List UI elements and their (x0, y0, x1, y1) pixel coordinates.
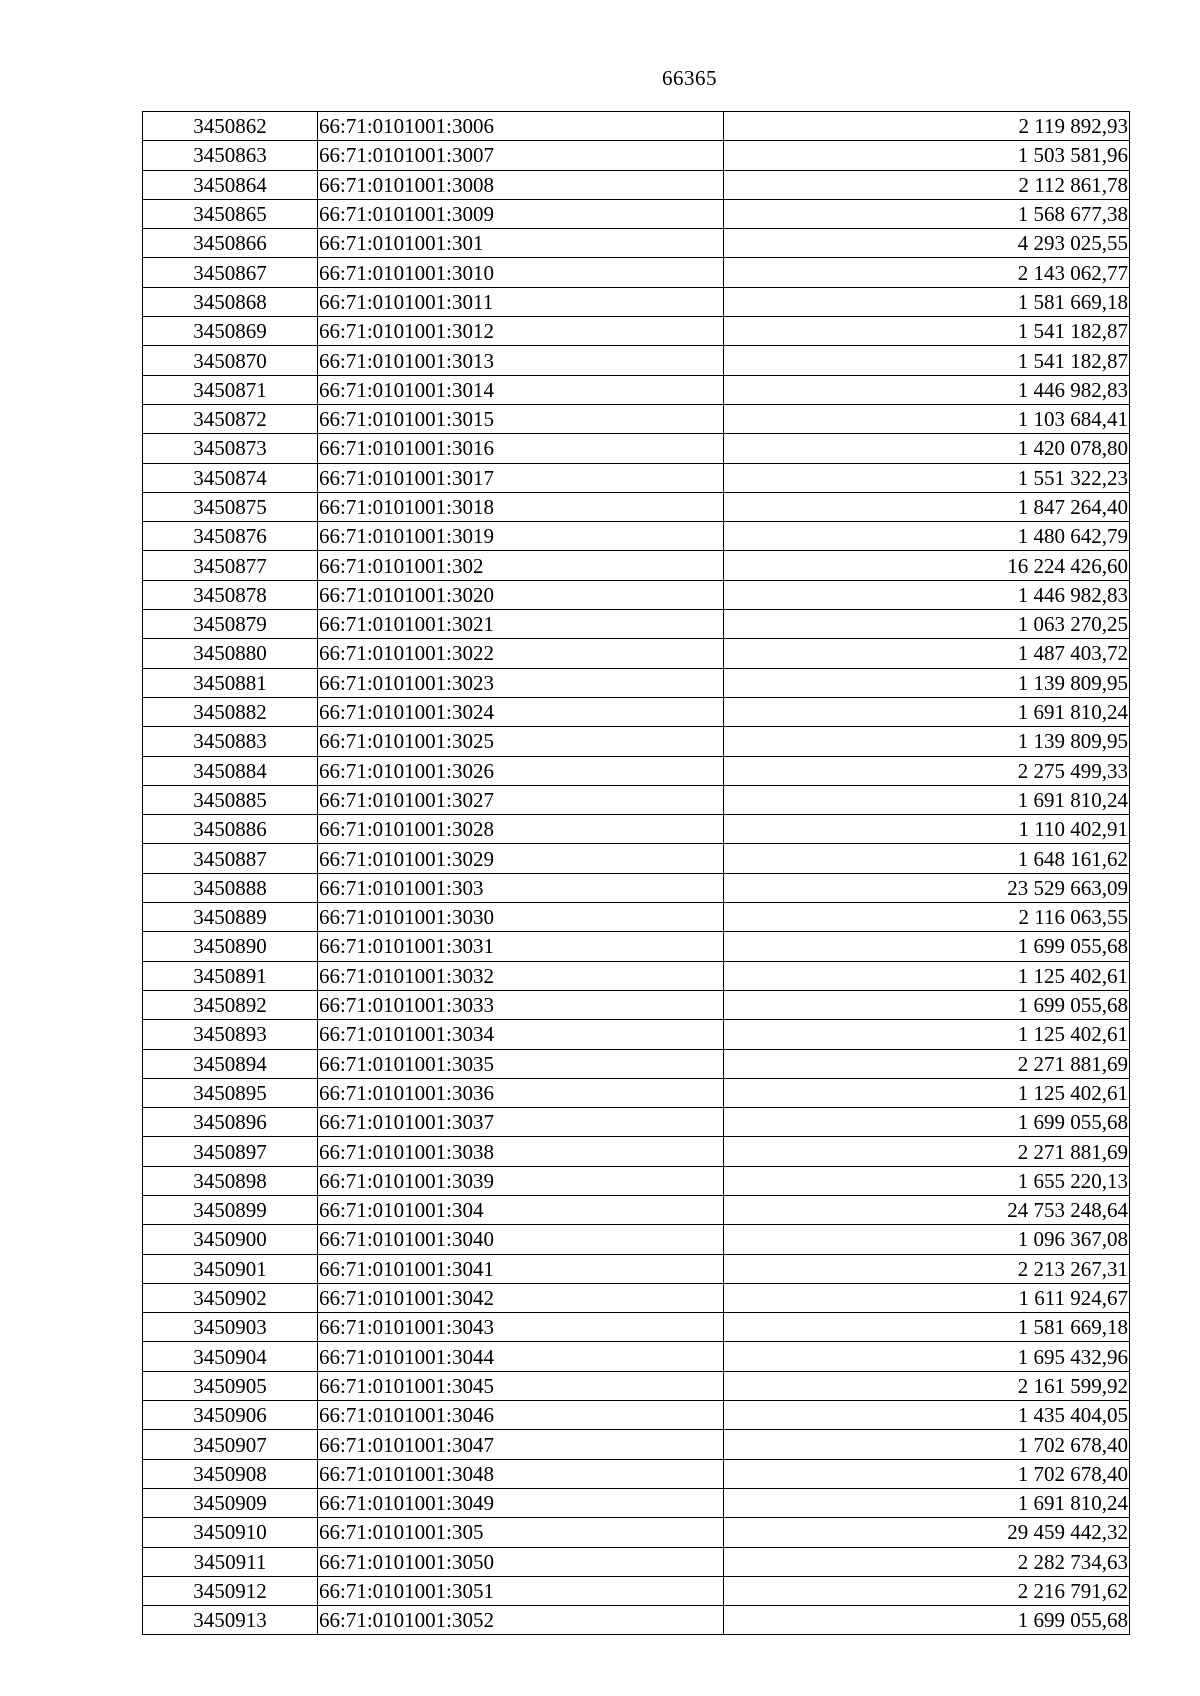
cadastral-value-cell: 1 125 402,61 (724, 1020, 1130, 1049)
cadastral-number-cell: 66:71:0101001:303 (318, 873, 724, 902)
cadastral-value-cell: 1 655 220,13 (724, 1166, 1130, 1195)
cadastral-value-cell: 1 541 182,87 (724, 317, 1130, 346)
cadastral-value-cell: 2 282 734,63 (724, 1547, 1130, 1576)
table-row (143, 610, 1130, 639)
row-number-cell: 3450873 (143, 434, 318, 463)
row-number-cell: 3450889 (143, 903, 318, 932)
cadastral-value-cell: 2 116 063,55 (724, 903, 1130, 932)
table-row (143, 258, 1130, 287)
cadastral-value-cell: 1 699 055,68 (724, 1606, 1130, 1635)
cadastral-value-cell: 1 103 684,41 (724, 404, 1130, 433)
cadastral-number-cell: 66:71:0101001:3015 (318, 404, 724, 433)
table-row (143, 1488, 1130, 1517)
cadastral-number-cell: 66:71:0101001:3029 (318, 844, 724, 873)
cadastral-number-cell: 66:71:0101001:3022 (318, 639, 724, 668)
cadastral-value-cell: 1 581 669,18 (724, 1313, 1130, 1342)
cadastral-number-cell: 66:71:0101001:3012 (318, 317, 724, 346)
row-number-cell: 3450863 (143, 141, 318, 170)
cadastral-value-cell: 2 275 499,33 (724, 756, 1130, 785)
row-number-cell: 3450907 (143, 1430, 318, 1459)
cadastral-number-cell: 66:71:0101001:3045 (318, 1371, 724, 1400)
cadastral-number-cell: 66:71:0101001:3008 (318, 170, 724, 199)
table-row (143, 375, 1130, 404)
table-row (143, 932, 1130, 961)
row-number-cell: 3450886 (143, 815, 318, 844)
row-number-cell: 3450864 (143, 170, 318, 199)
table-row (143, 551, 1130, 580)
cadastral-number-cell: 66:71:0101001:3031 (318, 932, 724, 961)
table-row (143, 522, 1130, 551)
row-number-cell: 3450865 (143, 199, 318, 228)
row-number-cell: 3450895 (143, 1078, 318, 1107)
table-row (143, 1049, 1130, 1078)
table-row (143, 815, 1130, 844)
table-row (143, 668, 1130, 697)
row-number-cell: 3450901 (143, 1254, 318, 1283)
row-number-cell: 3450908 (143, 1459, 318, 1488)
table-row (143, 434, 1130, 463)
cadastral-number-cell: 66:71:0101001:3033 (318, 990, 724, 1019)
cadastral-number-cell: 66:71:0101001:3030 (318, 903, 724, 932)
table-row (143, 1371, 1130, 1400)
table-row (143, 287, 1130, 316)
cadastral-number-cell: 66:71:0101001:3040 (318, 1225, 724, 1254)
table-row (143, 1020, 1130, 1049)
cadastral-value-cell: 1 611 924,67 (724, 1283, 1130, 1312)
cadastral-value-cell: 1 699 055,68 (724, 1108, 1130, 1137)
cadastral-value-cell: 1 110 402,91 (724, 815, 1130, 844)
cadastral-number-cell: 66:71:0101001:3011 (318, 287, 724, 316)
row-number-cell: 3450902 (143, 1283, 318, 1312)
table-row (143, 1195, 1130, 1224)
table-row (143, 199, 1130, 228)
row-number-cell: 3450897 (143, 1137, 318, 1166)
row-number-cell: 3450899 (143, 1195, 318, 1224)
table-row (143, 697, 1130, 726)
cadastral-value-table (142, 111, 1130, 1635)
cadastral-value-cell: 1 063 270,25 (724, 610, 1130, 639)
table-row (143, 1342, 1130, 1371)
row-number-cell: 3450869 (143, 317, 318, 346)
table-row (143, 844, 1130, 873)
cadastral-number-cell: 66:71:0101001:3018 (318, 492, 724, 521)
row-number-cell: 3450883 (143, 727, 318, 756)
row-number-cell: 3450867 (143, 258, 318, 287)
cadastral-number-cell: 66:71:0101001:3007 (318, 141, 724, 170)
cadastral-value-cell: 1 435 404,05 (724, 1401, 1130, 1430)
cadastral-value-cell: 1 568 677,38 (724, 199, 1130, 228)
cadastral-number-cell: 66:71:0101001:3036 (318, 1078, 724, 1107)
table-row (143, 346, 1130, 375)
table-row (143, 727, 1130, 756)
cadastral-number-cell: 66:71:0101001:3017 (318, 463, 724, 492)
table-row (143, 639, 1130, 668)
row-number-cell: 3450872 (143, 404, 318, 433)
table-row (143, 170, 1130, 199)
cadastral-number-cell: 66:71:0101001:3050 (318, 1547, 724, 1576)
cadastral-value-cell: 24 753 248,64 (724, 1195, 1130, 1224)
table-row (143, 1576, 1130, 1605)
cadastral-value-cell: 2 112 861,78 (724, 170, 1130, 199)
table-row (143, 785, 1130, 814)
table-row (143, 1606, 1130, 1635)
cadastral-value-cell: 2 216 791,62 (724, 1576, 1130, 1605)
cadastral-number-cell: 66:71:0101001:3034 (318, 1020, 724, 1049)
row-number-cell: 3450888 (143, 873, 318, 902)
cadastral-number-cell: 66:71:0101001:3024 (318, 697, 724, 726)
cadastral-number-cell: 66:71:0101001:3014 (318, 375, 724, 404)
cadastral-value-cell: 2 271 881,69 (724, 1049, 1130, 1078)
row-number-cell: 3450885 (143, 785, 318, 814)
row-number-cell: 3450884 (143, 756, 318, 785)
cadastral-value-cell: 2 271 881,69 (724, 1137, 1130, 1166)
cadastral-number-cell: 66:71:0101001:3020 (318, 580, 724, 609)
cadastral-value-cell: 1 551 322,23 (724, 463, 1130, 492)
cadastral-number-cell: 66:71:0101001:3013 (318, 346, 724, 375)
row-number-cell: 3450894 (143, 1049, 318, 1078)
row-number-cell: 3450910 (143, 1518, 318, 1547)
cadastral-value-cell: 1 702 678,40 (724, 1430, 1130, 1459)
cadastral-number-cell: 66:71:0101001:3032 (318, 961, 724, 990)
cadastral-value-cell: 1 503 581,96 (724, 141, 1130, 170)
table-row (143, 961, 1130, 990)
cadastral-number-cell: 66:71:0101001:301 (318, 229, 724, 258)
table-row (143, 463, 1130, 492)
cadastral-number-cell: 66:71:0101001:3046 (318, 1401, 724, 1430)
row-number-cell: 3450879 (143, 610, 318, 639)
cadastral-number-cell: 66:71:0101001:305 (318, 1518, 724, 1547)
cadastral-value-cell: 1 691 810,24 (724, 1488, 1130, 1517)
cadastral-number-cell: 66:71:0101001:3048 (318, 1459, 724, 1488)
cadastral-value-cell: 2 213 267,31 (724, 1254, 1130, 1283)
cadastral-number-cell: 66:71:0101001:302 (318, 551, 724, 580)
row-number-cell: 3450862 (143, 112, 318, 141)
table-row (143, 229, 1130, 258)
cadastral-value-cell: 1 487 403,72 (724, 639, 1130, 668)
cadastral-number-cell: 66:71:0101001:3041 (318, 1254, 724, 1283)
row-number-cell: 3450868 (143, 287, 318, 316)
row-number-cell: 3450876 (143, 522, 318, 551)
row-number-cell: 3450896 (143, 1108, 318, 1137)
row-number-cell: 3450893 (143, 1020, 318, 1049)
row-number-cell: 3450912 (143, 1576, 318, 1605)
row-number-cell: 3450906 (143, 1401, 318, 1430)
cadastral-value-cell: 1 691 810,24 (724, 697, 1130, 726)
table-row (143, 112, 1130, 141)
row-number-cell: 3450866 (143, 229, 318, 258)
table-row (143, 141, 1130, 170)
row-number-cell: 3450881 (143, 668, 318, 697)
cadastral-number-cell: 66:71:0101001:3023 (318, 668, 724, 697)
cadastral-number-cell: 66:71:0101001:3009 (318, 199, 724, 228)
row-number-cell: 3450878 (143, 580, 318, 609)
cadastral-value-cell: 1 581 669,18 (724, 287, 1130, 316)
table-row (143, 1078, 1130, 1107)
cadastral-value-cell: 1 139 809,95 (724, 668, 1130, 697)
cadastral-value-cell: 1 691 810,24 (724, 785, 1130, 814)
cadastral-value-cell: 1 480 642,79 (724, 522, 1130, 551)
cadastral-number-cell: 66:71:0101001:3049 (318, 1488, 724, 1517)
row-number-cell: 3450877 (143, 551, 318, 580)
cadastral-value-cell: 1 446 982,83 (724, 580, 1130, 609)
row-number-cell: 3450890 (143, 932, 318, 961)
cadastral-value-cell: 1 541 182,87 (724, 346, 1130, 375)
page-number: 66365 (662, 66, 717, 90)
cadastral-value-cell: 16 224 426,60 (724, 551, 1130, 580)
cadastral-value-cell: 1 702 678,40 (724, 1459, 1130, 1488)
table-row (143, 580, 1130, 609)
row-number-cell: 3450891 (143, 961, 318, 990)
table-row (143, 1547, 1130, 1576)
cadastral-value-cell: 1 096 367,08 (724, 1225, 1130, 1254)
row-number-cell: 3450904 (143, 1342, 318, 1371)
cadastral-value-cell: 1 847 264,40 (724, 492, 1130, 521)
cadastral-value-cell: 2 143 062,77 (724, 258, 1130, 287)
row-number-cell: 3450892 (143, 990, 318, 1019)
table-row (143, 492, 1130, 521)
cadastral-number-cell: 66:71:0101001:3043 (318, 1313, 724, 1342)
cadastral-number-cell: 66:71:0101001:3042 (318, 1283, 724, 1312)
cadastral-value-cell: 4 293 025,55 (724, 229, 1130, 258)
cadastral-value-cell: 1 699 055,68 (724, 932, 1130, 961)
table-row (143, 1518, 1130, 1547)
cadastral-value-cell: 2 161 599,92 (724, 1371, 1130, 1400)
cadastral-value-cell: 1 446 982,83 (724, 375, 1130, 404)
table-row (143, 1430, 1130, 1459)
table-row (143, 1137, 1130, 1166)
table-row (143, 1225, 1130, 1254)
cadastral-number-cell: 66:71:0101001:3021 (318, 610, 724, 639)
row-number-cell: 3450900 (143, 1225, 318, 1254)
row-number-cell: 3450887 (143, 844, 318, 873)
table-row (143, 1254, 1130, 1283)
row-number-cell: 3450903 (143, 1313, 318, 1342)
row-number-cell: 3450871 (143, 375, 318, 404)
cadastral-value-cell: 1 648 161,62 (724, 844, 1130, 873)
cadastral-number-cell: 66:71:0101001:3010 (318, 258, 724, 287)
cadastral-number-cell: 66:71:0101001:3039 (318, 1166, 724, 1195)
table-row (143, 1313, 1130, 1342)
cadastral-number-cell: 66:71:0101001:3035 (318, 1049, 724, 1078)
row-number-cell: 3450880 (143, 639, 318, 668)
cadastral-value-cell: 1 139 809,95 (724, 727, 1130, 756)
cadastral-number-cell: 66:71:0101001:3052 (318, 1606, 724, 1635)
row-number-cell: 3450898 (143, 1166, 318, 1195)
cadastral-number-cell: 66:71:0101001:3044 (318, 1342, 724, 1371)
cadastral-number-cell: 66:71:0101001:3027 (318, 785, 724, 814)
cadastral-number-cell: 66:71:0101001:3047 (318, 1430, 724, 1459)
cadastral-number-cell: 66:71:0101001:3006 (318, 112, 724, 141)
row-number-cell: 3450870 (143, 346, 318, 375)
cadastral-value-cell: 2 119 892,93 (724, 112, 1130, 141)
cadastral-value-cell: 1 420 078,80 (724, 434, 1130, 463)
cadastral-number-cell: 66:71:0101001:3028 (318, 815, 724, 844)
cadastral-number-cell: 66:71:0101001:3026 (318, 756, 724, 785)
cadastral-value-cell: 1 699 055,68 (724, 990, 1130, 1019)
row-number-cell: 3450875 (143, 492, 318, 521)
table-row (143, 756, 1130, 785)
table-row (143, 317, 1130, 346)
row-number-cell: 3450913 (143, 1606, 318, 1635)
cadastral-value-cell: 29 459 442,32 (724, 1518, 1130, 1547)
cadastral-number-cell: 66:71:0101001:3016 (318, 434, 724, 463)
cadastral-value-cell: 23 529 663,09 (724, 873, 1130, 902)
cadastral-value-cell: 1 695 432,96 (724, 1342, 1130, 1371)
table-row (143, 1108, 1130, 1137)
table-row (143, 1283, 1130, 1312)
table-row (143, 990, 1130, 1019)
cadastral-number-cell: 66:71:0101001:3025 (318, 727, 724, 756)
row-number-cell: 3450905 (143, 1371, 318, 1400)
table-body (143, 112, 1130, 1635)
table-row (143, 1401, 1130, 1430)
table-row (143, 1459, 1130, 1488)
table-row (143, 1166, 1130, 1195)
cadastral-number-cell: 66:71:0101001:3019 (318, 522, 724, 551)
row-number-cell: 3450909 (143, 1488, 318, 1517)
cadastral-value-cell: 1 125 402,61 (724, 1078, 1130, 1107)
table-row (143, 903, 1130, 932)
cadastral-number-cell: 66:71:0101001:3051 (318, 1576, 724, 1605)
cadastral-number-cell: 66:71:0101001:3038 (318, 1137, 724, 1166)
table-row (143, 404, 1130, 433)
row-number-cell: 3450874 (143, 463, 318, 492)
row-number-cell: 3450911 (143, 1547, 318, 1576)
row-number-cell: 3450882 (143, 697, 318, 726)
table-row (143, 873, 1130, 902)
cadastral-value-cell: 1 125 402,61 (724, 961, 1130, 990)
cadastral-number-cell: 66:71:0101001:3037 (318, 1108, 724, 1137)
cadastral-number-cell: 66:71:0101001:304 (318, 1195, 724, 1224)
